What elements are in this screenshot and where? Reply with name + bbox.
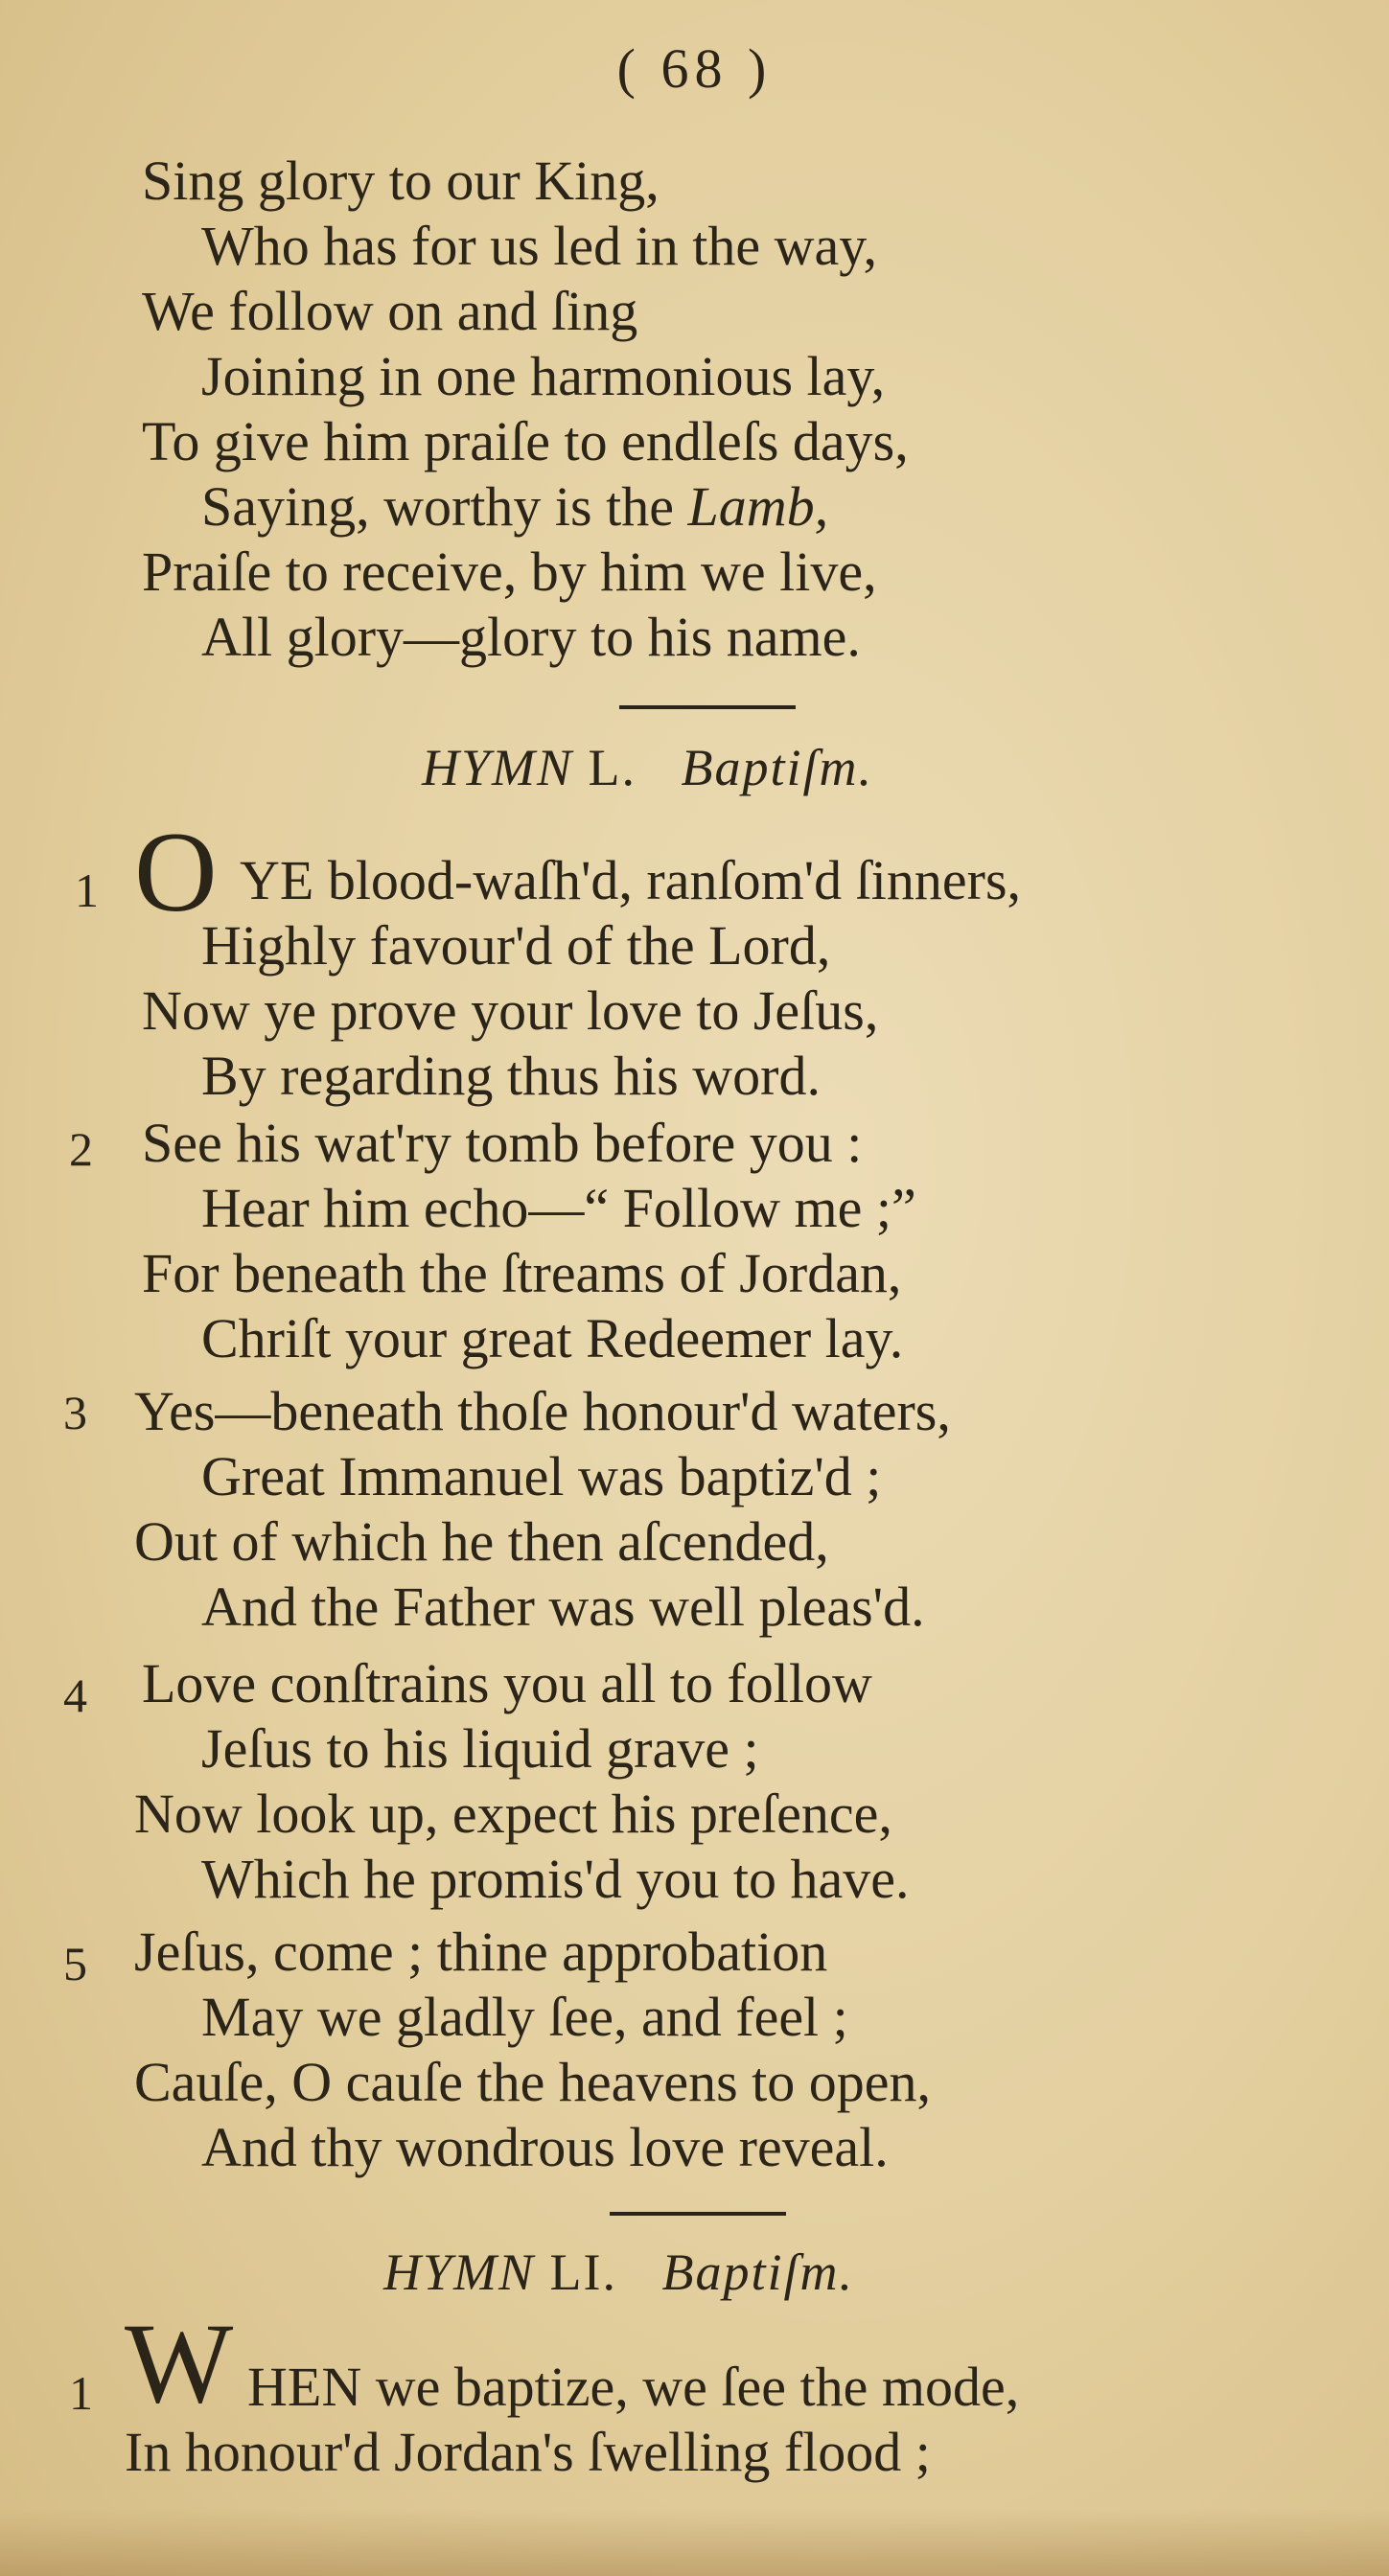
italic-word-lamb: Lamb, [687,475,829,538]
verse-number: 4 [63,1668,87,1722]
verse-line: Out of which he then aſcended, [134,1510,829,1573]
verse-line: Now ye prove your love to Jeſus, [142,979,879,1042]
verse-line: Jeſus to his liquid grave ; [201,1717,759,1780]
verse-text: Saying, worthy is the [201,475,674,538]
verse-line: See his wat'ry tomb before you : [142,1112,863,1174]
hymn-subject: Baptiſm. [661,2243,854,2301]
verse-line: Now look up, expect his preſence, [134,1782,892,1845]
verse-line: HEN we baptize, we ſee the mode, [247,2356,1020,2418]
section-divider [610,2212,786,2216]
verse-line: Yes—beneath thoſe honour'd waters, [134,1380,951,1442]
verse-line: Praiſe to receive, by him we live, [142,540,877,603]
hymn-title-number: L. [588,739,637,796]
hymn-title [383,2242,854,2302]
verse-line: By regarding thus his word. [201,1045,821,1107]
drop-cap: W [125,2299,234,2426]
verse-line: Joining in one harmonious lay, [201,345,886,407]
verse-line: Who has for us led in the way, [201,215,877,277]
verse-number: 3 [63,1386,87,1439]
verse-line: To give him praiſe to endleſs days, [142,410,909,472]
page-edge-shadow [0,2509,1389,2576]
verse-line: Hear him echo—“ Follow me ;” [201,1177,916,1239]
drop-cap: O [134,808,218,935]
verse-number: 2 [69,1122,93,1176]
verse-number: 5 [63,1937,87,1990]
verse-line: Which he promis'd you to have. [201,1848,910,1910]
verse-line: Cauſe, O cauſe the heavens to open, [134,2051,932,2113]
verse-line: Great Immanuel was baptiz'd ; [201,1445,882,1507]
verse-number: 1 [75,863,99,917]
hymn-title-label: HYMN [422,739,574,796]
verse-line: Chriſt your great Redeemer lay. [201,1307,904,1369]
verse-line: Sing glory to our King, [142,150,660,212]
page-number-header: ( 68 ) [616,37,773,100]
verse-line: In honour'd Jordan's ſwelling flood ; [125,2421,931,2483]
section-divider [619,705,796,709]
verse-line: Love conſtrains you all to follow [142,1652,872,1714]
hymn-title [422,738,873,797]
verse-line: Highly favour'd of the Lord, [201,914,831,977]
verse-line: And the Father was well pleas'd. [201,1576,925,1638]
verse-line: We follow on and ſing [142,280,638,342]
verse-line: All glory—glory to his name. [201,606,861,668]
verse-line: May we gladly ſee, and feel ; [201,1986,848,2048]
verse-line: YE blood-waſh'd, ranſom'd ſinners, [240,849,1022,911]
verse-line: And thy wondrous love reveal. [201,2116,889,2178]
verse-number: 1 [69,2366,93,2420]
hymn-subject: Baptiſm. [681,739,874,796]
verse-line: For beneath the ſtreams of Jordan, [142,1242,902,1304]
verse-line [201,475,829,538]
hymn-title-number: LI. [549,2243,617,2301]
hymn-title-label: HYMN [383,2243,536,2301]
verse-line: Jeſus, come ; thine approbation [134,1920,828,1983]
